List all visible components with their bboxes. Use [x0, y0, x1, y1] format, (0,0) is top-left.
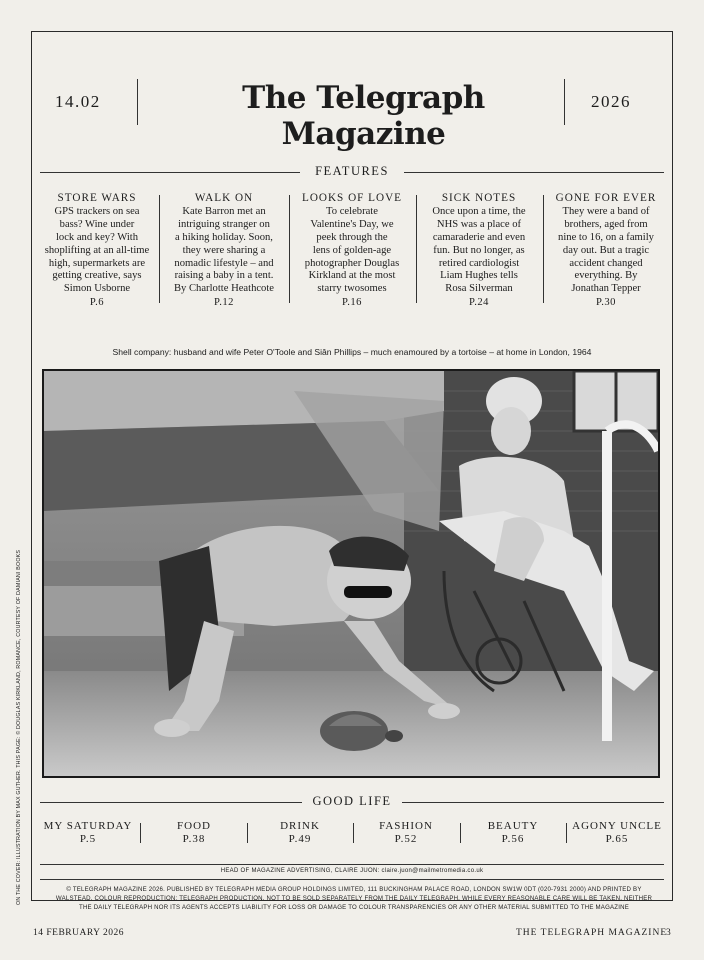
good-life-title: AGONY UNCLE [572, 820, 662, 832]
feature-text: Valentine's Day, we [310, 218, 394, 230]
good-life-divider [247, 823, 248, 843]
legal-notice [52, 886, 656, 912]
feature-text: By Charlotte Heathcote [173, 283, 275, 295]
legal-line: © TELEGRAPH MAGAZINE 2026. PUBLISHED BY TELEGRAPH MEDIA GROUP HOLDINGS LIMITED, 111 BUCKINGHAM PALACE ROAD, LONDON SW1W 0DT (020-7931 2000) AND PRINTED BY [66, 886, 642, 893]
cover-credit: ON THE COVER: ILLUSTRATION BY MAX GUTHER. THIS PAGE: © DOUGLAS KIRKLAND, ROMANCE, COURTESY OF DAMIANI BOOKS [16, 549, 22, 905]
good-life-title: BEAUTY [487, 820, 539, 832]
good-life-divider [353, 823, 354, 843]
feature-text: NHS was a place of [436, 218, 522, 230]
good-life-page: P.56 [501, 833, 525, 845]
good-life-title: MY SATURDAY [43, 820, 133, 832]
good-life-item-beauty[interactable] [463, 820, 563, 846]
feature-text: starry twosomes [317, 283, 387, 295]
good-life-title: DRINK [280, 820, 320, 832]
feature-page: P.16 [342, 297, 362, 309]
feature-walk-on[interactable] [162, 192, 286, 310]
masthead-divider-left [137, 79, 138, 125]
good-life-title: FASHION [379, 820, 433, 832]
credits-rule-top [40, 864, 664, 865]
good-life-page: P.52 [394, 833, 418, 845]
feature-page: P.6 [89, 297, 105, 309]
feature-text: Jonathan Tepper [571, 283, 641, 295]
feature-text: lens of golden-age [312, 244, 392, 256]
feature-text: Simon Usborne [63, 283, 131, 295]
feature-text: They were a band of [562, 205, 650, 217]
feature-title: SICK NOTES [441, 192, 517, 204]
feature-text: nomadic lifestyle – and [174, 257, 274, 269]
feature-text: Rosa Silverman [445, 283, 513, 295]
good-life-divider [460, 823, 461, 843]
good-life-page: P.5 [79, 833, 97, 845]
feature-text: intriguing stranger on [178, 218, 270, 230]
feature-text: photographer Douglas [304, 257, 400, 269]
features-heading-row [40, 164, 664, 180]
feature-text: brothers, aged from [564, 218, 648, 230]
good-life-heading: GOOD LIFE [40, 794, 664, 809]
good-life-item-agony-uncle[interactable] [569, 820, 665, 846]
credits-rule-bottom [40, 879, 664, 880]
feature-title: GONE FOR EVER [555, 192, 657, 204]
feature-store-wars[interactable] [40, 192, 154, 310]
page-number: 3 [666, 928, 672, 938]
good-life-item-food[interactable] [144, 820, 244, 846]
masthead-divider-right [564, 79, 565, 125]
legal-line: WALSTEAD. COLOUR REPRODUCTION: TELEGRAPH PRODUCTION. NOT TO BE SOLD SEPARATELY FROM THE DAILY TELEGRAPH. WHILE EVERY REASONABLE CARE WILL BE TAKEN, NEITHER [55, 894, 653, 902]
legal-line: THE DAILY TELEGRAPH NOR ITS AGENTS ACCEPTS LIABILITY FOR LOSS OR DAMAGE TO COLOUR TRANSPARENCIES OR ANY OTHER MATERIAL SUBMITTED TO THE MAGAZINE [79, 903, 629, 911]
feature-title: LOOKS OF LOVE [301, 192, 402, 204]
good-life-heading-row [40, 794, 664, 810]
good-life-divider [566, 823, 567, 843]
feature-divider [289, 195, 290, 303]
feature-text: peek through the [316, 231, 388, 243]
feature-page: P.12 [214, 297, 234, 309]
feature-text: Kirkland at the most [308, 270, 396, 282]
good-life-divider [140, 823, 141, 843]
feature-text: everything. By [574, 270, 638, 282]
feature-text: nine to 16, on a family [558, 231, 654, 243]
feature-text: high, supermarkets are [48, 257, 146, 269]
feature-text: retired cardiologist [438, 257, 520, 269]
feature-text: camaraderie and even [432, 231, 526, 243]
good-life-page: P.65 [605, 833, 629, 845]
masthead-title: The Telegraph Magazine [242, 80, 485, 152]
footer-date: 14 FEBRUARY 2026 [33, 928, 125, 938]
feature-gone-for-ever[interactable] [547, 192, 665, 310]
feature-looks-of-love[interactable] [292, 192, 412, 310]
features-heading: FEATURES [40, 164, 664, 179]
feature-text: getting creative, says [52, 270, 142, 282]
masthead-date: 14.02 [55, 92, 101, 111]
feature-divider [416, 195, 417, 303]
feature-page: P.30 [596, 297, 616, 309]
photo [42, 369, 660, 778]
photo-caption: Shell company: husband and wife Peter O'Toole and Siân Phillips – much enamoured by a tortoise – at home in London, 1964 [112, 347, 592, 357]
good-life-page: P.49 [288, 833, 312, 845]
photo-illustration [44, 371, 658, 776]
feature-text: accident changed [569, 257, 643, 269]
feature-text: Once upon a time, the [432, 205, 526, 217]
advertising-credit: HEAD OF MAGAZINE ADVERTISING, CLAIRE JUON: claire.juon@mailmetromedia.co.uk [220, 868, 484, 874]
feature-text: GPS trackers on sea [54, 205, 140, 217]
feature-text: lock and key? With [55, 231, 139, 243]
feature-text: shoplifting at an all-time [44, 244, 150, 256]
feature-divider [543, 195, 544, 303]
good-life-item-fashion[interactable] [356, 820, 456, 846]
feature-text: day out. But a tragic [562, 244, 650, 256]
feature-text: they were sharing a [182, 244, 266, 256]
feature-text: fun. But no longer, as [433, 244, 525, 256]
masthead-year: 2026 [591, 92, 631, 111]
feature-text: a hiking holiday. Soon, [175, 231, 273, 243]
good-life-title: FOOD [177, 820, 211, 832]
good-life-page: P.38 [182, 833, 206, 845]
feature-title: STORE WARS [57, 192, 137, 204]
feature-text: raising a baby in a tent. [174, 270, 274, 282]
good-life-item-drink[interactable] [250, 820, 350, 846]
feature-divider [159, 195, 160, 303]
feature-sick-notes[interactable] [419, 192, 539, 310]
footer-publication: THE TELEGRAPH MAGAZINE [516, 928, 668, 938]
feature-text: Liam Hughes tells [440, 270, 518, 282]
feature-text: bass? Wine under [59, 218, 135, 230]
feature-text: To celebrate [326, 205, 378, 217]
feature-text: Kate Barron met an [182, 205, 266, 217]
feature-page: P.24 [469, 297, 489, 309]
good-life-item-my-saturday[interactable] [40, 820, 136, 846]
feature-title: WALK ON [194, 192, 254, 204]
